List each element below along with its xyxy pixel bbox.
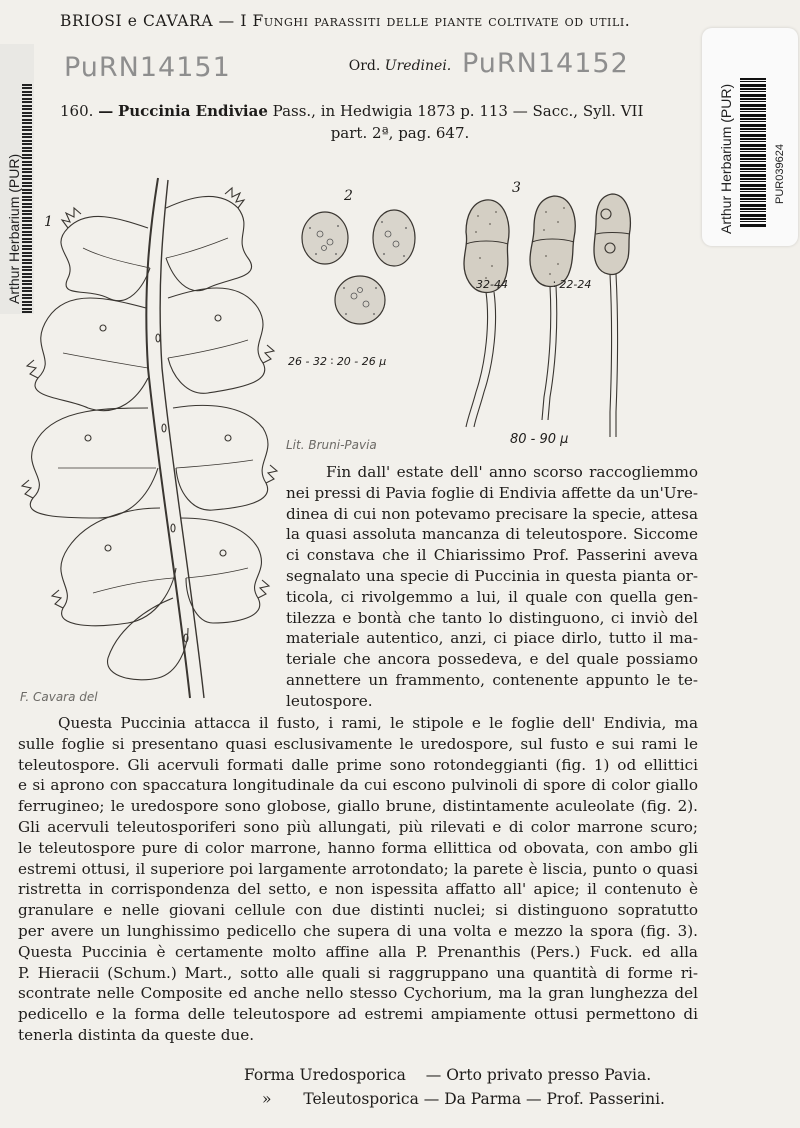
order-line	[0, 58, 800, 74]
p2-line: tenerla distinta da queste due.	[18, 1025, 255, 1044]
figure-2-uredospores	[298, 204, 418, 334]
right-herbarium-code: PUR039624	[774, 144, 786, 204]
p1-line: ci constava che il Chiarissimo Prof. Passerini aveva	[286, 546, 698, 565]
p2-line: pedicello e la forma delle teleutospore ad estremi ampiamente ottusi permettono di	[18, 1005, 698, 1024]
p2-line: Gli acervuli teleutosporiferi sono più allungati, più rilevati e di color marrone scuro;	[18, 817, 698, 836]
accession-right: PuRN14152	[462, 48, 629, 79]
header-authors: BRIOSI e CAVARA	[60, 12, 214, 30]
credit-lithographer: Lit. Bruni-Pavia	[286, 438, 377, 452]
locality-1-label: Forma Uredosporica	[244, 1066, 406, 1084]
p2-line: e si aprono con spaccatura longitudinale da cui escono pulvinoli di spore di color giallo	[18, 776, 698, 795]
p1-line: teriale che ancora possedeva, e del quale possiamo	[286, 650, 698, 669]
locality-2-label: Teleutosporica	[303, 1090, 419, 1108]
p1-line: annettere un frammento, contenente appunto le te-	[286, 670, 698, 689]
p1-line: materiale autentico, anzi, ci piace dirlo, tutto il ma-	[286, 629, 698, 648]
p2-line: estremi ottusi, il superiore poi largamente arrotondato; la parete è liscia, punto o quasi	[18, 859, 698, 878]
p1-line: dinea di cui non potevamo precisare la specie, attesa	[286, 504, 698, 523]
entry-number: 160.	[60, 102, 94, 120]
right-barcode	[740, 78, 766, 228]
p2-line: le teleutospore pure di color marrone, hanno forma ellittica od obovata, con ambo gli	[18, 838, 698, 857]
header-series-title: I Funghi parassiti delle piante coltivate od utili.	[240, 12, 631, 30]
p1-line: tilezza e bontà che tanto lo distinguono, ci inviò del	[286, 608, 698, 627]
p1-line: nei pressi di Pavia foglie di Endivia affette da un'Ure-	[286, 483, 698, 502]
p2-line: Questa Puccinia è certamente molto affine alla P. Prenanthis (Pers.) Fuck. ed alla	[18, 942, 698, 961]
p2-line: scontrate nelle Composite ed anche nello stesso Cychorium, ma la gran lunghezza del	[18, 984, 698, 1003]
p2-line: ferrugineo; le uredospore sono globose, giallo brune, distintamente aculeolate (fig. 2).	[18, 797, 698, 816]
figure-3-teleutospores	[446, 192, 646, 442]
p1-line: Fin dall' estate dell' anno scorso raccogliemmo	[326, 463, 698, 481]
figure-2-measure: 26 - 32 ∶ 20 - 26 μ	[288, 355, 387, 368]
p2-line: sulle foglie si presentano quasi esclusivamente le uredospore, sul fusto e sui rami le	[18, 734, 698, 753]
right-herbarium-text: Arthur Herbarium (PUR)	[718, 83, 734, 234]
locality-2-value: — Da Parma — Prof. Passerini.	[423, 1090, 665, 1108]
figure-3-length: 80 - 90 μ	[510, 432, 569, 447]
locality-2-mark: »	[262, 1090, 272, 1108]
paragraph-1	[286, 462, 698, 712]
entry-citation-1: Pass., in Hedwigia 1873 p. 113 — Sacc., Syll. VII	[272, 102, 644, 120]
order-prefix: Ord.	[348, 58, 381, 74]
running-header	[60, 12, 680, 30]
credit-artist: F. Cavara del	[20, 690, 98, 704]
entry-citation-2: part. 2ª, pag. 647.	[330, 124, 470, 142]
p1-line: segnalato una specie di Puccinia in questa pianta or-	[286, 566, 698, 585]
locality-line-2	[262, 1090, 665, 1108]
p2-line: per avere un lunghissimo pedicello che supera di una volta e mezzo la spora (fig. 3).	[18, 921, 698, 940]
locality-1-value: — Orto privato presso Pavia.	[425, 1066, 652, 1084]
left-herbarium-text: Arthur Herbarium (PUR)	[6, 153, 22, 304]
paragraph-2	[18, 713, 698, 1046]
accession-left: PuRN14151	[64, 52, 231, 83]
locality-line-1	[244, 1066, 651, 1084]
figure-3-number: 3	[512, 180, 521, 196]
entry-species: Puccinia Endiviae	[117, 102, 268, 120]
header-dash: —	[218, 12, 235, 30]
p1-line: la quasi assoluta mancanza di teleutospore. Siccome	[286, 525, 698, 544]
p2-line: P. Hieracii (Schum.) Mart., sotto alle quali si raggruppano una quantità di forme ri-	[18, 963, 698, 982]
entry-dash: —	[98, 102, 114, 120]
p2-line: granulare e nelle giovani cellule con due distinti nuclei; si distinguono sopratutto	[18, 901, 698, 920]
figure-2-number: 2	[344, 188, 353, 204]
order-name: Uredinei.	[384, 58, 452, 74]
p2-line: Questa Puccinia attacca il fusto, i rami, le stipole e le foglie dell' Endivia, ma	[58, 714, 698, 732]
figure-3-measure-b: ∶ 22-24	[553, 278, 592, 291]
p2-line: ristretta in corrispondenza del setto, e non ispessita affatto all' apice; il contenuto è	[18, 880, 698, 899]
figure-3-measure-a: 32-44	[476, 278, 508, 291]
entry-heading	[60, 102, 643, 120]
p2-line: teleutospore. Gli acervuli formati dalle prime sono rotondeggianti (fig. 1) od ellittici	[18, 755, 698, 774]
figure-1-leaf-drawing	[8, 168, 280, 716]
p1-line: ticola, ci rivolgemmo a lui, il quale con quella gen-	[286, 587, 698, 606]
figure-1-number: 1	[44, 214, 53, 230]
p1-line: leutospore.	[286, 691, 373, 710]
